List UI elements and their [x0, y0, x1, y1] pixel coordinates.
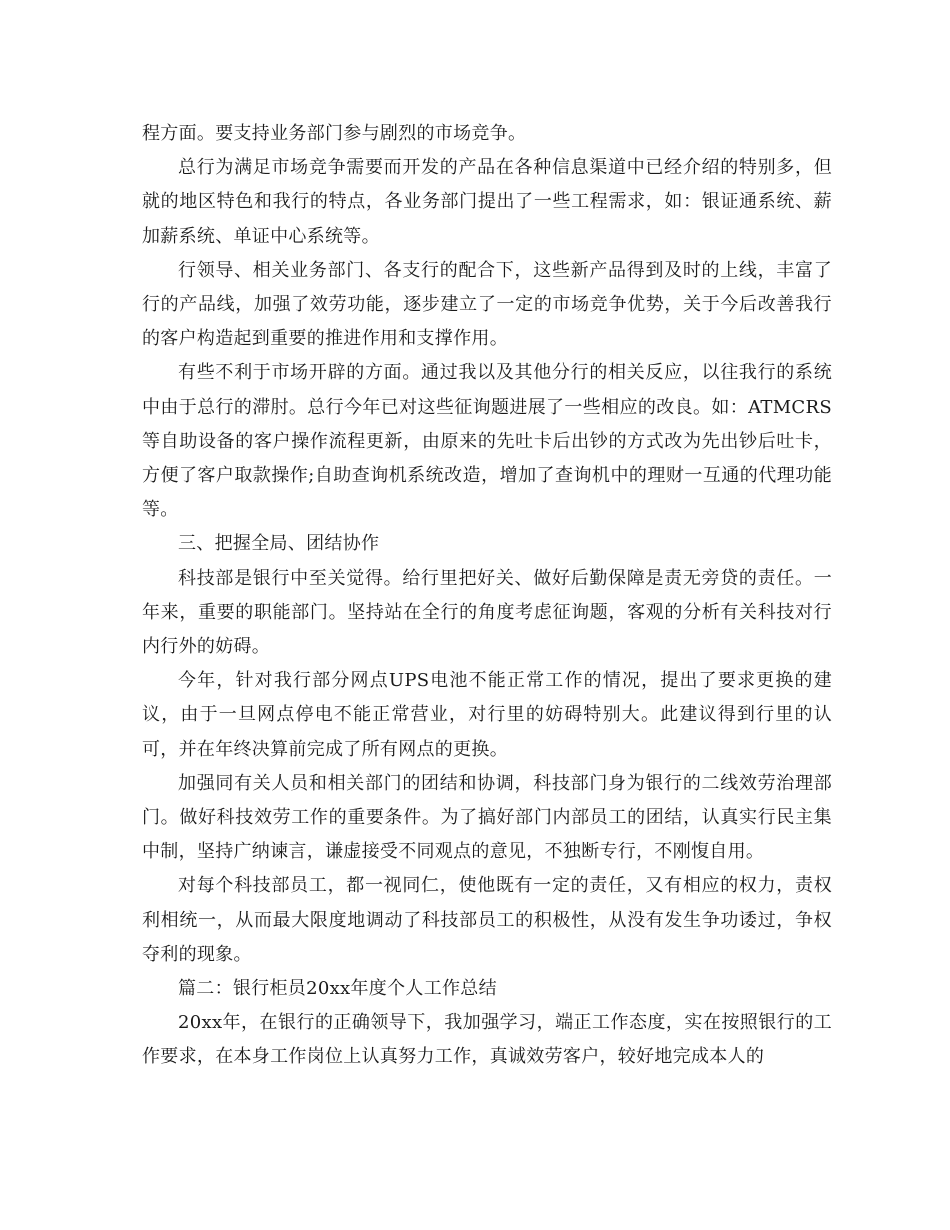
paragraph: 20xx年，在银行的正确领导下，我加强学习，端正工作态度，实在按照银行的工作要求，在本身工作岗位上认真努力工作，真诚效劳客户，较好地完成本人的 [142, 1012, 832, 1068]
paragraph: 程方面。要支持业务部门参与剧烈的市场竞争。 [142, 123, 527, 144]
paragraph: 科技部是银行中至关觉得。给行里把好关、做好后勤保障是责无旁贷的责任。一年来，重要的职能部门。坚持站在全行的角度考虑征询题，客观的分析有关科技对行内行外的妨碍。 [142, 567, 832, 658]
paragraph: 三、把握全局、团结协作 [178, 533, 380, 555]
paragraph: 总行为满足市场竞争需要而开发的产品在各种信息渠道中已经介绍的特别多，但就的地区特色和我行的特点，各业务部门提出了一些工程需求，如：银证通系统、薪加薪系统、单证中心系统等。 [142, 157, 832, 247]
paragraph: 篇二：银行柜员20xx年度个人工作总结 [178, 978, 497, 1000]
document-body [142, 117, 832, 1075]
paragraph: 对每个科技部员工，都一视同仁，使他既有一定的责任，又有相应的权力，责权利相统一，从而最大限度地调动了科技部员工的积极性，从没有发生争功诿过，争权夺利的现象。 [142, 875, 832, 965]
paragraph: 行领导、相关业务部门、各支行的配合下，这些新产品得到及时的上线，丰富了行的产品线，加强了效劳功能，逐步建立了一定的市场竞争优势，关于今后改善我行的客户构造起到重要的推进作用和支撑作用。 [142, 259, 832, 350]
paragraph: 加强同有关人员和相关部门的团结和协调，科技部门身为银行的二线效劳治理部门。做好科技效劳工作的重要条件。为了搞好部门内部员工的团结，认真实行民主集中制，坚持广纳谏言，谦虚接受不同观点的意见，不独断专行，不刚愎自用。 [142, 772, 832, 863]
paragraph: 有些不利于市场开辟的方面。通过我以及其他分行的相关反应，以往我行的系统中由于总行的滞肘。总行今年已对这些征询题进展了一些相应的改良。如：ATMCRS等自助设备的客户操作流程更新，由原来的先吐卡后出钞的方式改为先出钞后吐卡，方便了客户取款操作;自助查询机系统改造，增加了查询机中的理财一互通的代理功能等。 [142, 362, 832, 521]
paragraph: 今年，针对我行部分网点UPS电池不能正常工作的情况，提出了要求更换的建议，由于一旦网点停电不能正常营业，对行里的妨碍特别大。此建议得到行里的认可，并在年终决算前完成了所有网点的更换。 [142, 670, 832, 760]
